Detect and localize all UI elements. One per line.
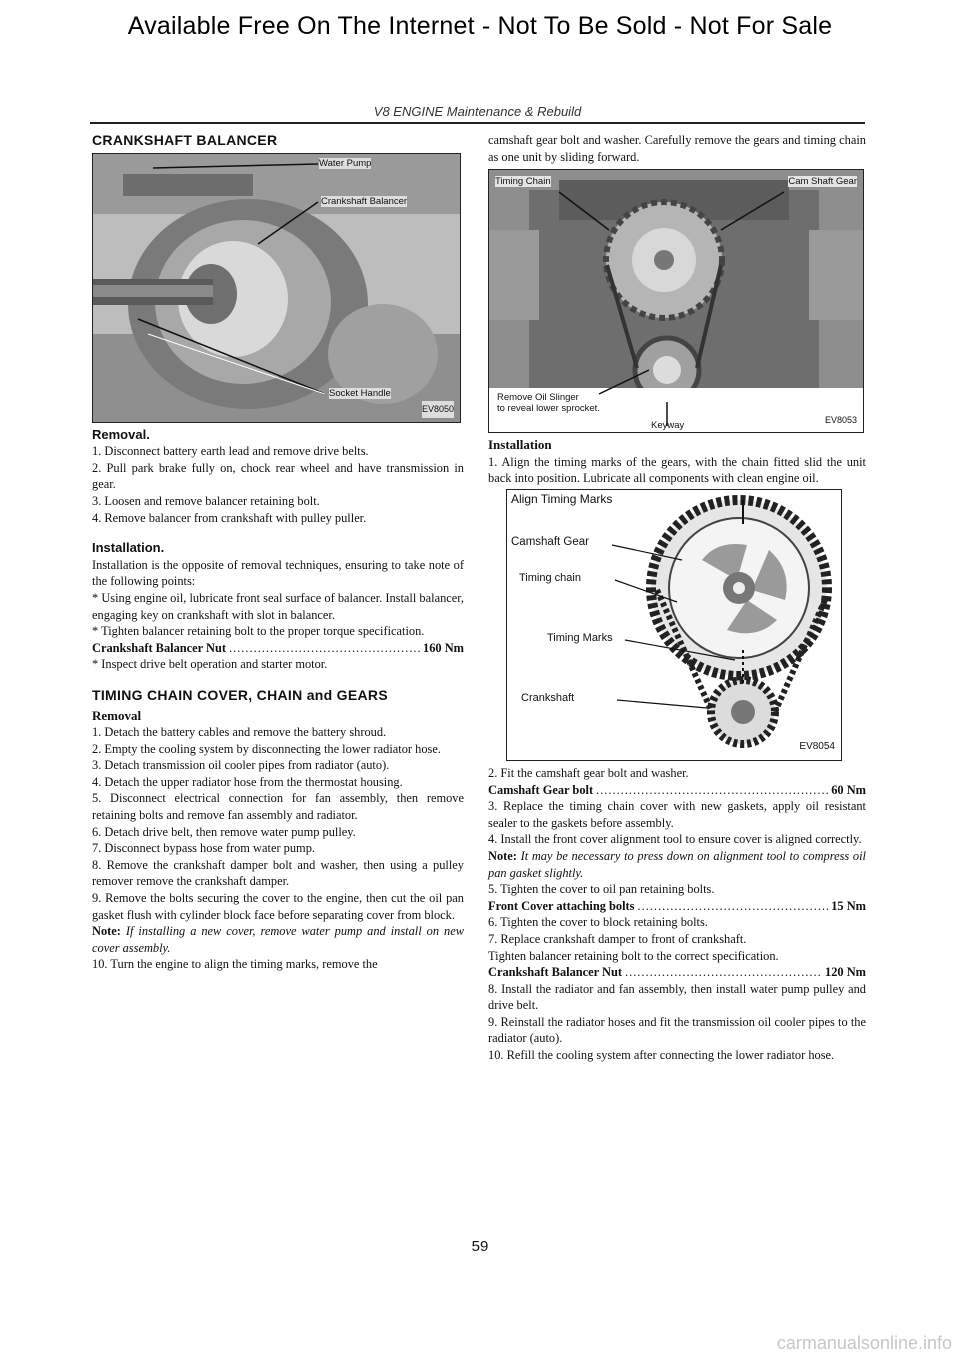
right-column (488, 132, 866, 1064)
right-step-8: 8. Install the radiator and fan assembly, then install water pump pulley and drive belt. (488, 981, 866, 1013)
figure-code-ev8050: EV8050 (422, 401, 454, 418)
spec-value: 15 Nm (831, 898, 866, 913)
timing-marks-illustration (507, 490, 841, 760)
timing-step-7: 7. Disconnect bypass hose from water pump. (92, 841, 315, 856)
timing-step-5: 5. Disconnect electrical connection for fan assembly, then remove retaining bolts and remove fan assembly and radiator. (92, 791, 464, 823)
spec-value: 160 Nm (423, 640, 464, 655)
label-remove-oil-slinger: Remove Oil Slinger (497, 392, 579, 404)
right-step-7a: 7. Replace crankshaft damper to front of crankshaft. (488, 931, 747, 946)
site-watermark: carmanualsonline.info (776, 1333, 952, 1353)
label-timing-marks: Timing Marks (547, 631, 613, 644)
installation-point-3: * Inspect drive belt operation and starter motor. (92, 657, 328, 672)
spec-value: 120 Nm (825, 965, 866, 980)
spec-label: Camshaft Gear bolt (488, 782, 594, 797)
label-socket-handle: Socket Handle (329, 387, 391, 399)
running-head: V8 ENGINE Maintenance & Rebuild (373, 104, 582, 119)
right-step-9: 9. Reinstall the radiator hoses and fit the transmission oil cooler pipes to the radiator (auto). (488, 1014, 866, 1046)
label-timing-chain: Timing Chain (495, 176, 551, 188)
installation-intro: Installation is the opposite of removal techniques, ensuring to take note of the following points: (92, 557, 464, 589)
spec-camshaft-gear-bolt (488, 782, 866, 799)
removal-step-3: 3. Loosen and remove balancer retaining bolt. (92, 493, 320, 508)
spec-value: 60 Nm (831, 782, 866, 797)
right-install-step-1: 1. Align the timing marks of the gears, with the chain fitted slid the unit back into position. Lubricate all components with clean engine oil. (488, 454, 866, 486)
availability-banner: Available Free On The Internet - Not To Be Sold - Not For Sale (127, 12, 833, 40)
removal-step-1: 1. Disconnect battery earth lead and remove drive belts. (92, 444, 369, 459)
figure-timing-marks (506, 489, 842, 761)
timing-step-4: 4. Detach the upper radiator hose from the thermostat housing. (92, 774, 403, 789)
label-crankshaft-balancer: Crankshaft Balancer (321, 195, 408, 207)
right-step-5: 5. Tighten the cover to oil pan retaining bolts. (488, 882, 715, 897)
spec-front-cover-bolts (488, 898, 866, 915)
label-keyway: Keyway (651, 420, 685, 432)
figure-timing-chain-engine (488, 169, 864, 433)
label-cam-shaft-gear: Cam Shaft Gear (788, 176, 857, 188)
right-installation-heading: Installation (488, 437, 552, 453)
figure-crankshaft-balancer (92, 153, 461, 423)
timing-step-8: 8. Remove the crankshaft damper bolt and washer, then using a pulley remover remove the crankshaft damper. (92, 857, 464, 889)
figure-code-ev8054: EV8054 (799, 741, 835, 753)
installation-heading: Installation. (92, 540, 165, 556)
timing-step-10: 10. Turn the engine to align the timing marks, remove the (92, 957, 378, 972)
right-step-4: 4. Install the front cover alignment tool to ensure cover is aligned correctly. (488, 832, 862, 847)
installation-point-1: * Using engine oil, lubricate front seal surface of balancer. Install balancer, engaging key on crankshaft with slot in balancer. (92, 590, 464, 622)
timing-step-6: 6. Detach drive belt, then remove water pump pulley. (92, 824, 356, 839)
balancer-illustration (93, 154, 460, 422)
label-camshaft-gear: Camshaft Gear (511, 535, 589, 548)
label-crankshaft: Crankshaft (521, 691, 575, 704)
page-number: 59 (471, 1238, 489, 1255)
header-rule (90, 122, 865, 124)
spec-label: Front Cover attaching bolts (488, 898, 635, 913)
spec-balancer-nut-120 (488, 964, 866, 981)
timing-step-3: 3. Detach transmission oil cooler pipes from radiator (auto). (92, 758, 390, 773)
label-align-timing-marks: Align Timing Marks (511, 491, 613, 506)
label-reveal-lower-sprocket: to reveal lower sprocket. (497, 403, 600, 415)
left-column (92, 132, 464, 973)
timing-step-2: 2. Empty the cooling system by disconnecting the lower radiator hose. (92, 741, 441, 756)
timing-removal-heading: Removal (92, 707, 142, 723)
right-step-3: 3. Replace the timing chain cover with new gaskets, apply oil resistant sealer to the gaskets before assembly. (488, 799, 866, 830)
right-step-10: 10. Refill the cooling system after connecting the lower radiator hose. (488, 1048, 835, 1063)
continued-text: camshaft gear bolt and washer. Carefully remove the gears and timing chain as one unit by sliding forward. (488, 133, 866, 164)
removal-heading: Removal. (92, 426, 150, 442)
crankshaft-balancer-title: CRANKSHAFT BALANCER (92, 132, 278, 148)
right-step-2: 2. Fit the camshaft gear bolt and washer. (488, 765, 689, 780)
timing-chain-title: TIMING CHAIN COVER, CHAIN and GEARS (92, 686, 388, 703)
spec-label: Crankshaft Balancer Nut (488, 965, 623, 980)
removal-step-2: 2. Pull park brake fully on, chock rear wheel and have transmission in gear. (92, 460, 464, 492)
spec-label: Crankshaft Balancer Nut (92, 640, 227, 655)
label-timing-chain-3: Timing chain (519, 571, 581, 584)
timing-step-1: 1. Detach the battery cables and remove the battery shroud. (92, 725, 387, 740)
label-water-pump: Water Pump (319, 157, 372, 169)
removal-step-4: 4. Remove balancer from crankshaft with pulley puller. (92, 510, 367, 525)
right-step-6: 6. Tighten the cover to block retaining bolts. (488, 915, 708, 930)
spec-balancer-nut-160 (92, 640, 464, 657)
note-new-cover: Note: If installing a new cover, remove water pump and install on new cover assembly. (92, 924, 464, 955)
right-step-7b: Tighten balancer retaining bolt to the correct specification. (488, 948, 779, 963)
installation-point-2: * Tighten balancer retaining bolt to the proper torque specification. (92, 624, 425, 639)
figure-code-ev8053: EV8053 (824, 414, 857, 425)
note-alignment-tool: Note: It may be necessary to press down on alignment tool to compress oil pan gasket slightly. (488, 848, 866, 880)
timing-step-9: 9. Remove the bolts securing the cover to the engine, then cut the oil pan gasket flush with cylinder block face before separating cover from block. (92, 891, 464, 922)
